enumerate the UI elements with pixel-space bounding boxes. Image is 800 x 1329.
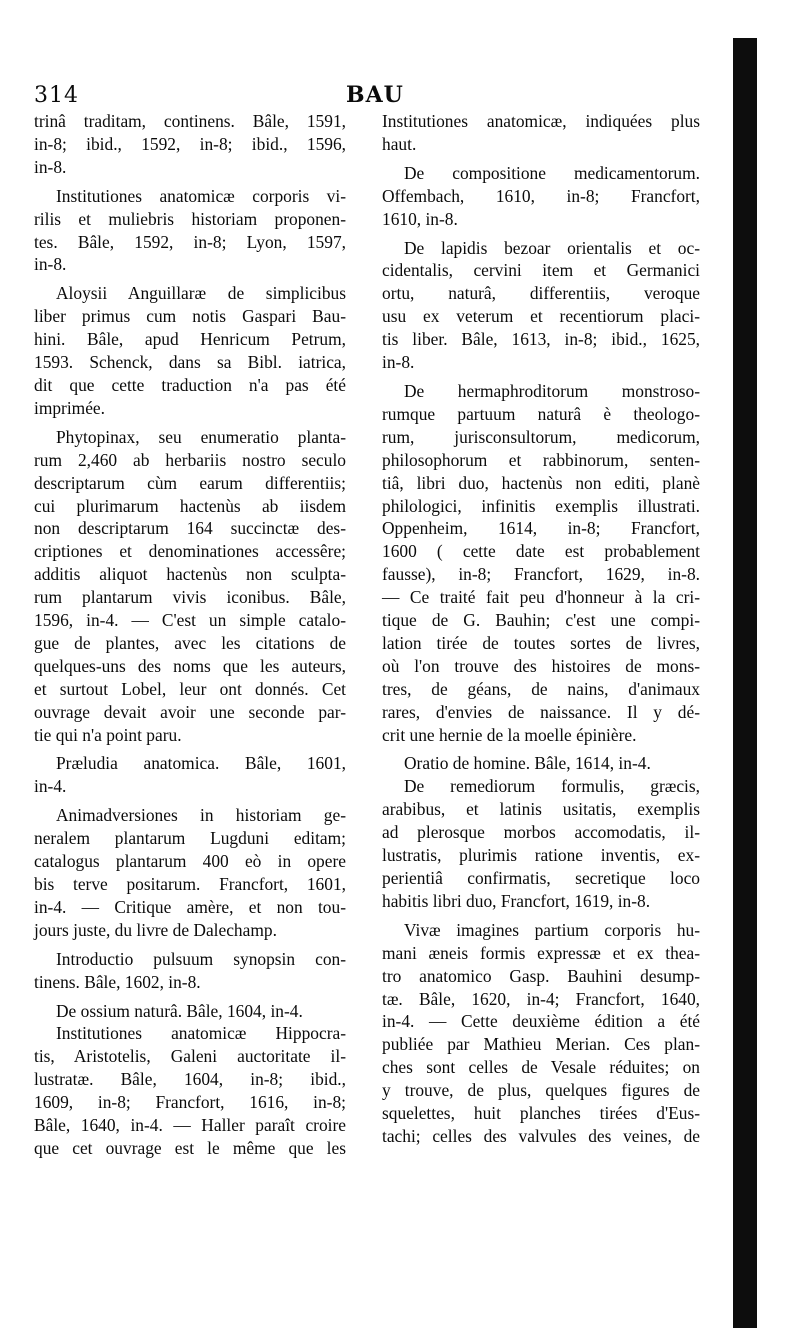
text-line: De lapidis bezoar orientalis et oc- [404, 237, 700, 258]
text-line: tiâ, libri duo, hactenùs non editi, planè [382, 472, 700, 493]
text-line: cui plurimarum hactenùs ab iisdem [34, 495, 346, 516]
text-line: Oppenheim, 1614, in-8; Francfort, [382, 518, 700, 539]
text-line: tique de G. Bauhin; c'est une compi- [382, 610, 700, 631]
text-line: où l'on trouve des histoires de mons- [382, 655, 700, 676]
text-line: neralem plantarum Lugduni editam; [34, 828, 346, 849]
text-line: rares, d'envies de naissance. Il y dé- [382, 701, 700, 722]
text-line: Institutiones anatomicæ, indiquées plus [382, 111, 700, 131]
text-line: in-8. [34, 156, 67, 177]
text-line: publiée par Mathieu Merian. Ces plan- [382, 1034, 700, 1055]
text-line: cidentalis, cervini item et Germanici [382, 260, 700, 281]
text-line: De compositione medicamentorum. [404, 162, 700, 183]
text-line: philosophorum et rabbinorum, senten- [382, 449, 700, 470]
text-line: hini. Bâle, apud Henricum Petrum, [34, 329, 346, 350]
text-line: imprimée. [34, 397, 105, 418]
text-line: gue de plantes, avec les citations de [34, 632, 346, 653]
text-line: 1593. Schenck, dans sa Bibl. iatrica, [34, 352, 346, 373]
text-line: Institutiones anatomicæ Hippocra- [56, 1023, 346, 1044]
text-line: Præludia anatomica. Bâle, 1601, [56, 753, 346, 774]
text-line: bis terve positarum. Francfort, 1601, [34, 874, 346, 894]
text-line: rum, jurisconsultorum, medicorum, [382, 426, 700, 447]
text-line: jours juste, du livre de Dalechamp. [34, 919, 277, 940]
text-line: quelques-uns des noms que les auteurs, [34, 655, 346, 676]
text-line: Animadversiones in historiam ge- [56, 805, 346, 826]
text-line: habitis libri duo, Francfort, 1619, in-8. [382, 890, 651, 911]
text-line: Vivæ imagines partium corporis hu- [404, 919, 700, 940]
text-line: tachi; celles des valvules des veines, de [382, 1125, 700, 1146]
text-line: rum plantarum vivis iconibus. Bâle, [34, 587, 346, 608]
page-number: 314 [34, 83, 79, 108]
text-line: 1596, in-4. — C'est un simple catalo- [34, 610, 346, 631]
text-line: haut. [382, 133, 417, 154]
text-line: in-4. — Cette deuxième édition a été [382, 1011, 700, 1032]
text-line: in-4. — Critique amère, et non tou- [34, 896, 346, 917]
text-line: liber primus cum notis Gaspari Bau- [34, 306, 346, 327]
text-line: et surtout Lobel, leur ont donnés. Cet [34, 678, 346, 699]
text-line: tro anatomico Gasp. Bauhini desump- [382, 965, 700, 986]
text-line: 1600 ( cette date est probablement [382, 541, 700, 562]
text-line: tie qui n'a point paru. [34, 724, 182, 745]
text-line: lation tirée de toutes sortes de livres, [382, 632, 700, 653]
text-line: — Ce traité fait peu d'honneur à la cri- [382, 587, 700, 608]
text-line: Oratio de homine. Bâle, 1614, in-4. [404, 753, 651, 774]
text-line: que cet ouvrage est le même que les [34, 1137, 346, 1158]
text-line: tis liber. Bâle, 1613, in-8; ibid., 1625, [382, 329, 700, 350]
text-line: descriptarum cùm earum differentiis; [34, 472, 346, 493]
text-line: perientiâ confirmatis, secretique loco [382, 868, 700, 888]
text-line: ouvrage devait avoir une seconde par- [34, 701, 346, 722]
text-line: rumque partuum naturâ è theologo- [382, 403, 700, 424]
text-line: criptiones et denominationes accessêre; [34, 541, 346, 562]
text-line: additis aliquot hactenùs non sculpta- [34, 564, 346, 585]
text-line: 1610, in-8. [382, 208, 458, 229]
text-line: 1609, in-8; Francfort, 1616, in-8; [34, 1092, 346, 1113]
text-line: tis, Aristotelis, Galeni auctoritate il- [34, 1046, 346, 1067]
text-line: non descriptarum 164 succinctæ des- [34, 518, 346, 539]
text-line: fausse), in-8; Francfort, 1629, in-8. [382, 564, 700, 585]
text-line: tæ. Bâle, 1620, in-4; Francfort, 1640, [382, 988, 700, 1009]
running-head: BAU [346, 82, 404, 108]
text-line: catalogus plantarum 400 eò in opere [34, 851, 346, 872]
text-line: in-8; ibid., 1592, in-8; ibid., 1596, [34, 133, 346, 154]
left-text-column [34, 110, 346, 1160]
text-line: tres, de géans, de nains, d'animaux [382, 678, 700, 699]
page-edge-shadow [733, 38, 757, 1328]
text-line: dit que cette traduction n'a pas été [34, 374, 346, 395]
text-line: De hermaphroditorum monstroso- [404, 380, 700, 401]
text-line: lustratis, plurimis ratione inventis, ex- [382, 845, 700, 866]
text-line: in-4. [34, 776, 67, 797]
text-line: Aloysii Anguillaræ de simplicibus [56, 283, 346, 304]
text-line: in-8. [382, 352, 415, 373]
text-line: De ossium naturâ. Bâle, 1604, in-4. [56, 1000, 303, 1021]
text-line: Introductio pulsuum synopsin con- [56, 948, 346, 969]
text-line: ad plerosque morbos accomodatis, il- [382, 822, 700, 843]
text-line: arabibus, et latinis usitatis, exemplis [382, 799, 700, 820]
text-line: Bâle, 1640, in-4. — Haller paraît croire [34, 1115, 346, 1136]
text-line: tinens. Bâle, 1602, in-8. [34, 971, 201, 992]
text-line: rilis et muliebris historiam proponen- [34, 208, 346, 229]
right-text-column [382, 110, 700, 1148]
text-line: tes. Bâle, 1592, in-8; Lyon, 1597, [34, 231, 346, 252]
text-line: squelettes, huit planches tirées d'Eus- [382, 1103, 700, 1124]
text-line: Offembach, 1610, in-8; Francfort, [382, 185, 700, 206]
text-line: lustratæ. Bâle, 1604, in-8; ibid., [34, 1069, 346, 1090]
text-line: usu ex veterum et recentiorum placi- [382, 306, 700, 327]
text-line: Institutiones anatomicæ corporis vi- [56, 185, 346, 206]
text-line: mani æneis formis expressæ et ex thea- [382, 942, 700, 963]
text-line: ortu, naturâ, differentiis, veroque [382, 283, 700, 304]
text-line: philologici, infinitis exemplis illustrati. [382, 495, 700, 516]
text-line: y trouve, de plus, quelques figures de [382, 1080, 700, 1101]
text-line: in-8. [34, 254, 67, 275]
text-line: crit une hernie de la moelle épinière. [382, 724, 637, 745]
text-line: De remediorum formulis, græcis, [404, 776, 700, 797]
text-line: trinâ traditam, continens. Bâle, 1591, [34, 111, 346, 131]
text-line: rum 2,460 ab herbariis nostro seculo [34, 449, 346, 470]
text-line: Phytopinax, seu enumeratio planta- [56, 426, 346, 447]
text-line: ches sont celles de Vesale réduites; on [382, 1057, 700, 1078]
